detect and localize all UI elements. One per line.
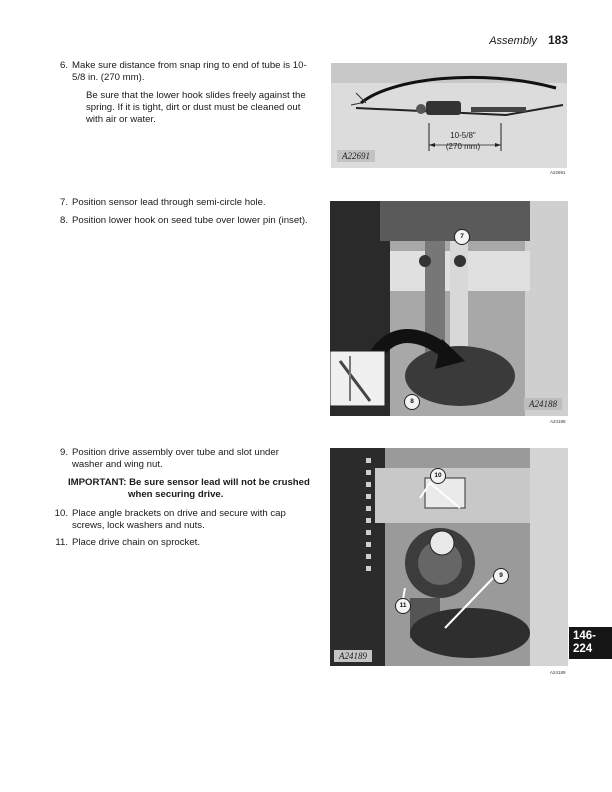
figure-small-id: A24189 [550, 670, 566, 675]
figure-id: A24189 [334, 650, 372, 662]
step-number: 10. [54, 508, 68, 519]
page-header [489, 33, 568, 47]
figure-sensor-tube-photo [331, 63, 567, 168]
step-9 [59, 447, 308, 471]
callout-9: 9 [493, 568, 509, 584]
step-text: Place drive chain on sprocket. [72, 537, 200, 548]
section-tab [569, 627, 612, 659]
dimension-label [428, 130, 498, 152]
dimension-inches: 10-5/8" [450, 131, 476, 140]
callout-11: 11 [395, 598, 411, 614]
step-8 [59, 215, 308, 227]
figure-small-id: A22691 [550, 170, 566, 175]
dimension-mm: (270 mm) [445, 142, 481, 151]
step-number: 11. [55, 537, 68, 548]
step-number: 9. [59, 447, 68, 458]
important-notice [68, 477, 312, 501]
figure-drive-assembly-photo [330, 448, 568, 666]
callout-7: 7 [454, 229, 470, 245]
step-text: Position sensor lead through semi-circle hole. [72, 197, 266, 208]
page-number: 183 [547, 33, 568, 47]
section-title: Assembly [489, 35, 537, 47]
figure-id: A22691 [337, 150, 375, 162]
lower-hook-drawing [330, 201, 568, 416]
step-7 [59, 197, 308, 209]
figure-lower-hook-photo [330, 201, 568, 416]
section-tab-line1: 146- [573, 630, 597, 642]
callout-10: 10 [430, 468, 446, 484]
drive-assembly-drawing [330, 448, 568, 666]
step-number: 7. [59, 197, 68, 208]
step-10 [54, 508, 308, 532]
step-6 [59, 60, 308, 84]
step-number: 6. [59, 60, 68, 71]
step-text: Position lower hook on seed tube over lower pin (inset). [72, 215, 308, 226]
important-line2: when securing drive. [128, 489, 224, 501]
step-text: Position drive assembly over tube and slot under washer and wing nut. [72, 447, 279, 471]
step-number: 8. [59, 215, 68, 226]
figure-id: A24188 [524, 398, 562, 410]
step-text: Make sure distance from snap ring to end of tube is 10-5/8 in. (270 mm). [72, 60, 307, 84]
important-label: IMPORTANT: [68, 477, 127, 488]
step-11 [55, 537, 308, 549]
section-tab-line2: 224 [573, 643, 593, 655]
callout-8: 8 [404, 394, 420, 410]
important-line1: Be sure sensor lead will not be crushed [129, 477, 310, 488]
figure-small-id: A24188 [550, 419, 566, 424]
step-text: Place angle brackets on drive and secure with cap screws, lock washers and nuts. [72, 508, 286, 532]
step-6-note: Be sure that the lower hook slides freely against the spring. If it is tight, dirt or dust must be cleaned out with air or water. [86, 90, 306, 126]
